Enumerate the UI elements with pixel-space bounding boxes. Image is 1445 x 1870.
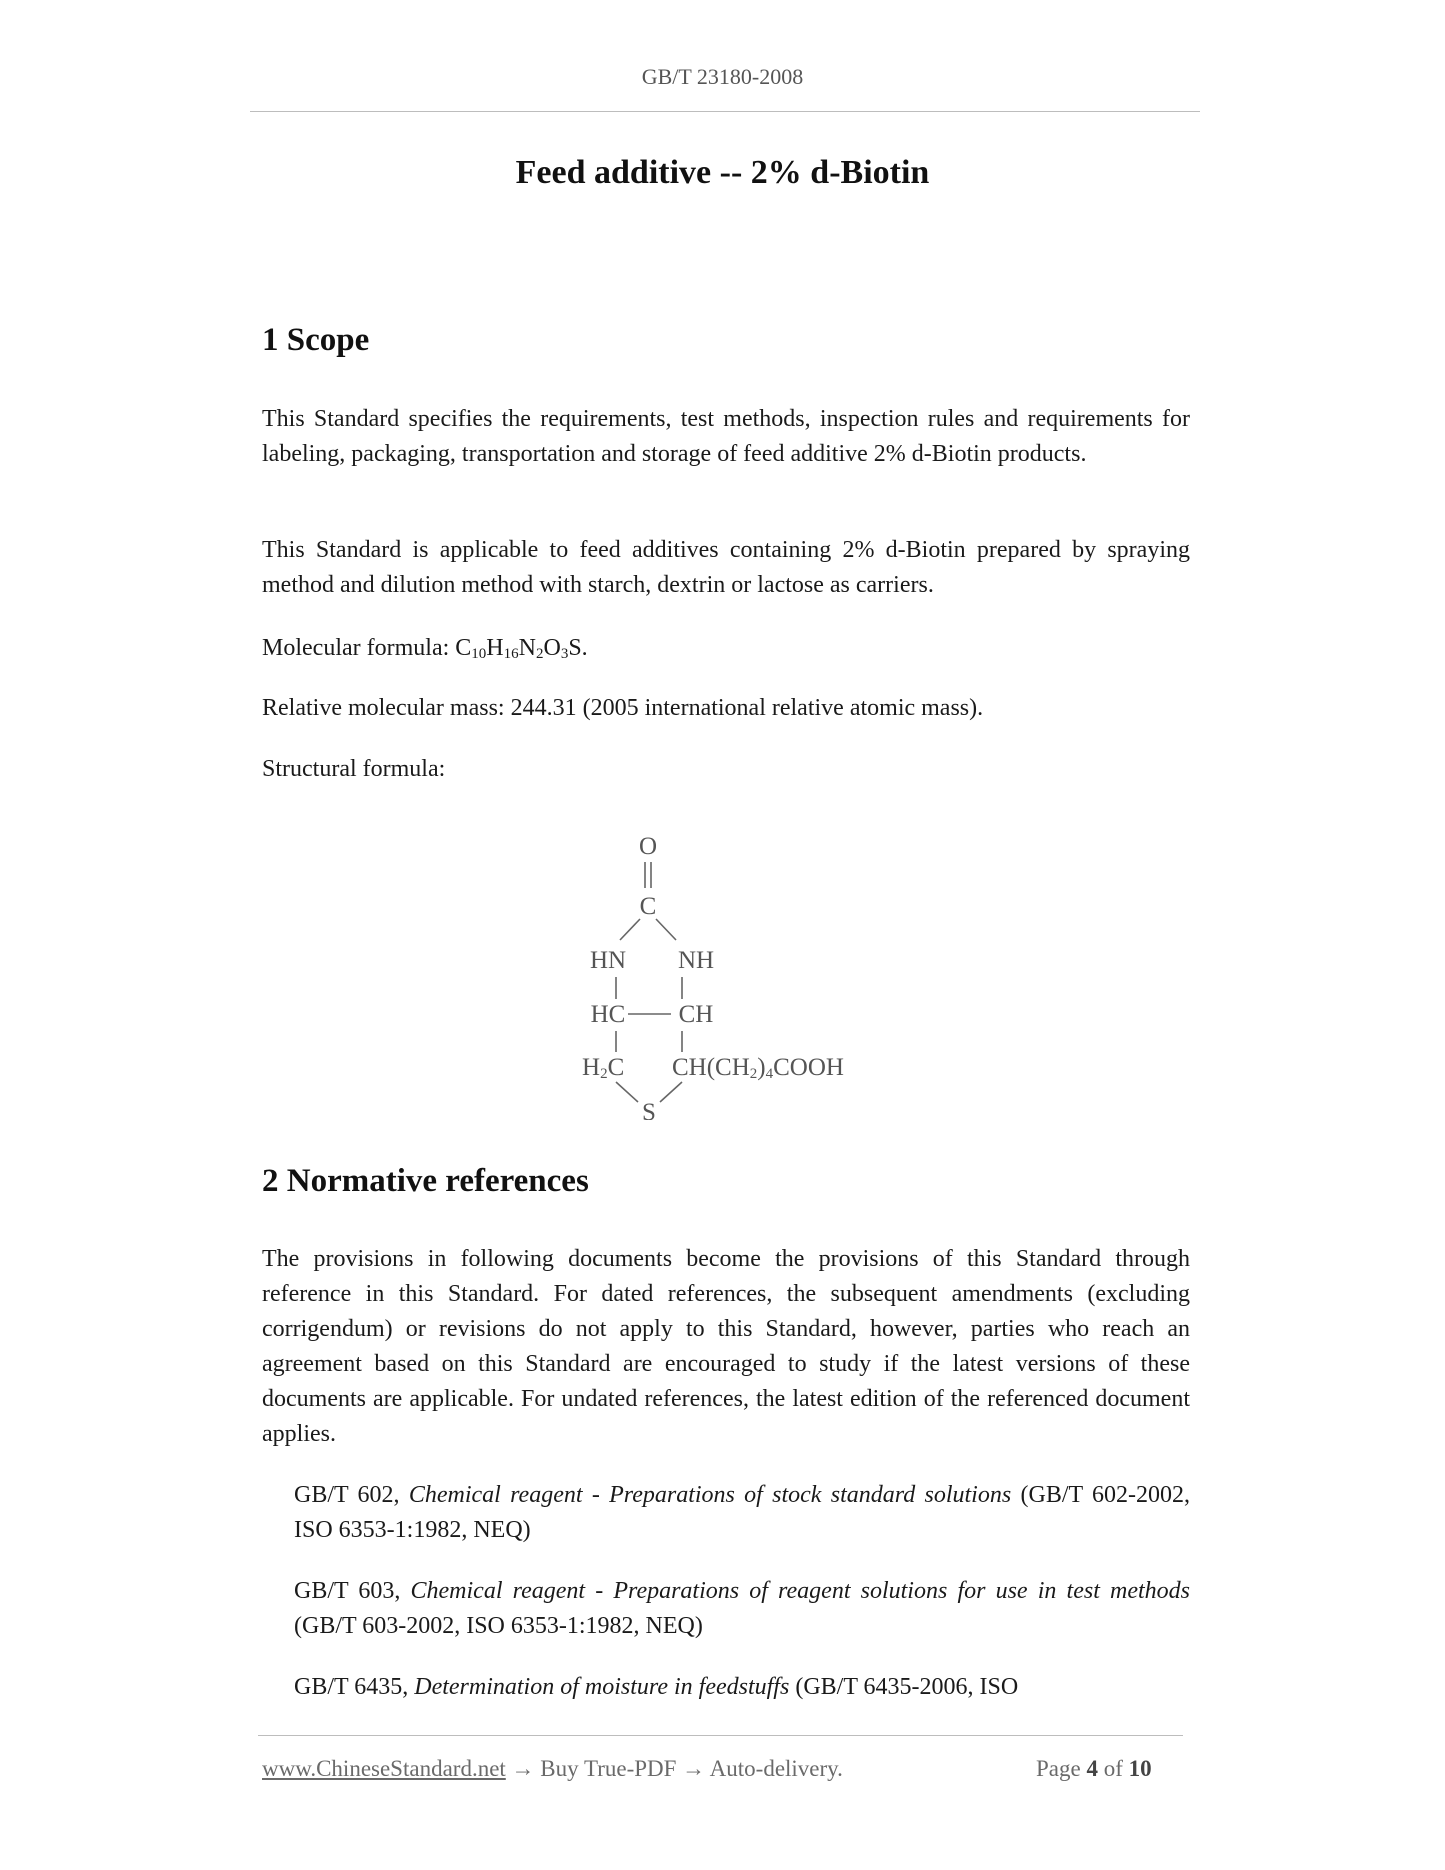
atom-nh: NH <box>677 947 715 974</box>
atom-s: S <box>642 1099 656 1120</box>
atom-ch: CH <box>678 1001 714 1028</box>
total-pages: 10 <box>1128 1756 1152 1781</box>
molecular-mass: Relative molecular mass: 244.31 (2005 international relative atomic mass). <box>262 695 984 721</box>
website-link[interactable]: www.ChineseStandard.net <box>262 1756 506 1781</box>
current-page: 4 <box>1086 1756 1098 1781</box>
section-heading-scope: 1 Scope <box>262 322 370 358</box>
structural-formula-label: Structural formula: <box>262 756 446 782</box>
document-title: Feed additive -- 2% d-Biotin <box>515 154 930 191</box>
atom-hn: HN <box>589 947 627 974</box>
page-indicator: Page 4 of 10 <box>1036 1756 1152 1781</box>
side-chain: CH(CH2)4COOH <box>672 1054 844 1082</box>
biotin-structural-formula <box>560 830 920 1120</box>
reference-item: GB/T 602, Chemical reagent - Preparations of stock standard solutions (GB/T 602-2002, ISO 6353-1:1982, NEQ) <box>294 1482 1191 1543</box>
atom-h2c: H2C <box>582 1054 625 1082</box>
molecular-formula: Molecular formula: $C_{10}H_{16}N_2O_3S$. <box>262 635 588 662</box>
footer-promo: www.ChineseStandard.net → Buy True-PDF → Auto-delivery. <box>262 1756 843 1781</box>
scope-paragraph-2: This Standard is applicable to feed additives containing 2% d-Biotin prepared by spraying method and dilution method with starch, dextrin or lactose as carriers. <box>262 537 1190 598</box>
section-heading-normative-references: 2 Normative references <box>262 1163 589 1199</box>
atom-o: O <box>638 833 658 860</box>
normative-paragraph: The provisions in following documents become the provisions of this Standard through reference in this Standard. For dated references, the subsequent amendments (excluding corrigendum) or revisions do not apply to this Standard, however, parties who reach an agreement based on this Standard are encouraged to study if the latest versions of these documents are applicable. For undated references, the latest edition of the referenced document applies. <box>262 1246 1190 1447</box>
scope-paragraph-1: This Standard specifies the requirements, test methods, inspection rules and requirements for labeling, packaging, transportation and storage of feed additive 2% d-Biotin products. <box>262 406 1190 467</box>
footer-divider <box>258 1735 1183 1736</box>
header-divider <box>250 111 1200 112</box>
atom-hc: HC <box>590 1001 626 1028</box>
reference-item: GB/T 603, Chemical reagent - Preparations of reagent solutions for use in test methods (GB/T 603-2002, ISO 6353-1:1982, NEQ) <box>294 1578 1190 1639</box>
page-header: GB/T 23180-2008 <box>641 64 804 89</box>
atom-c-top: C <box>639 893 657 920</box>
reference-item: GB/T 6435, Determination of moisture in feedstuffs (GB/T 6435-2006, ISO <box>294 1674 1019 1700</box>
